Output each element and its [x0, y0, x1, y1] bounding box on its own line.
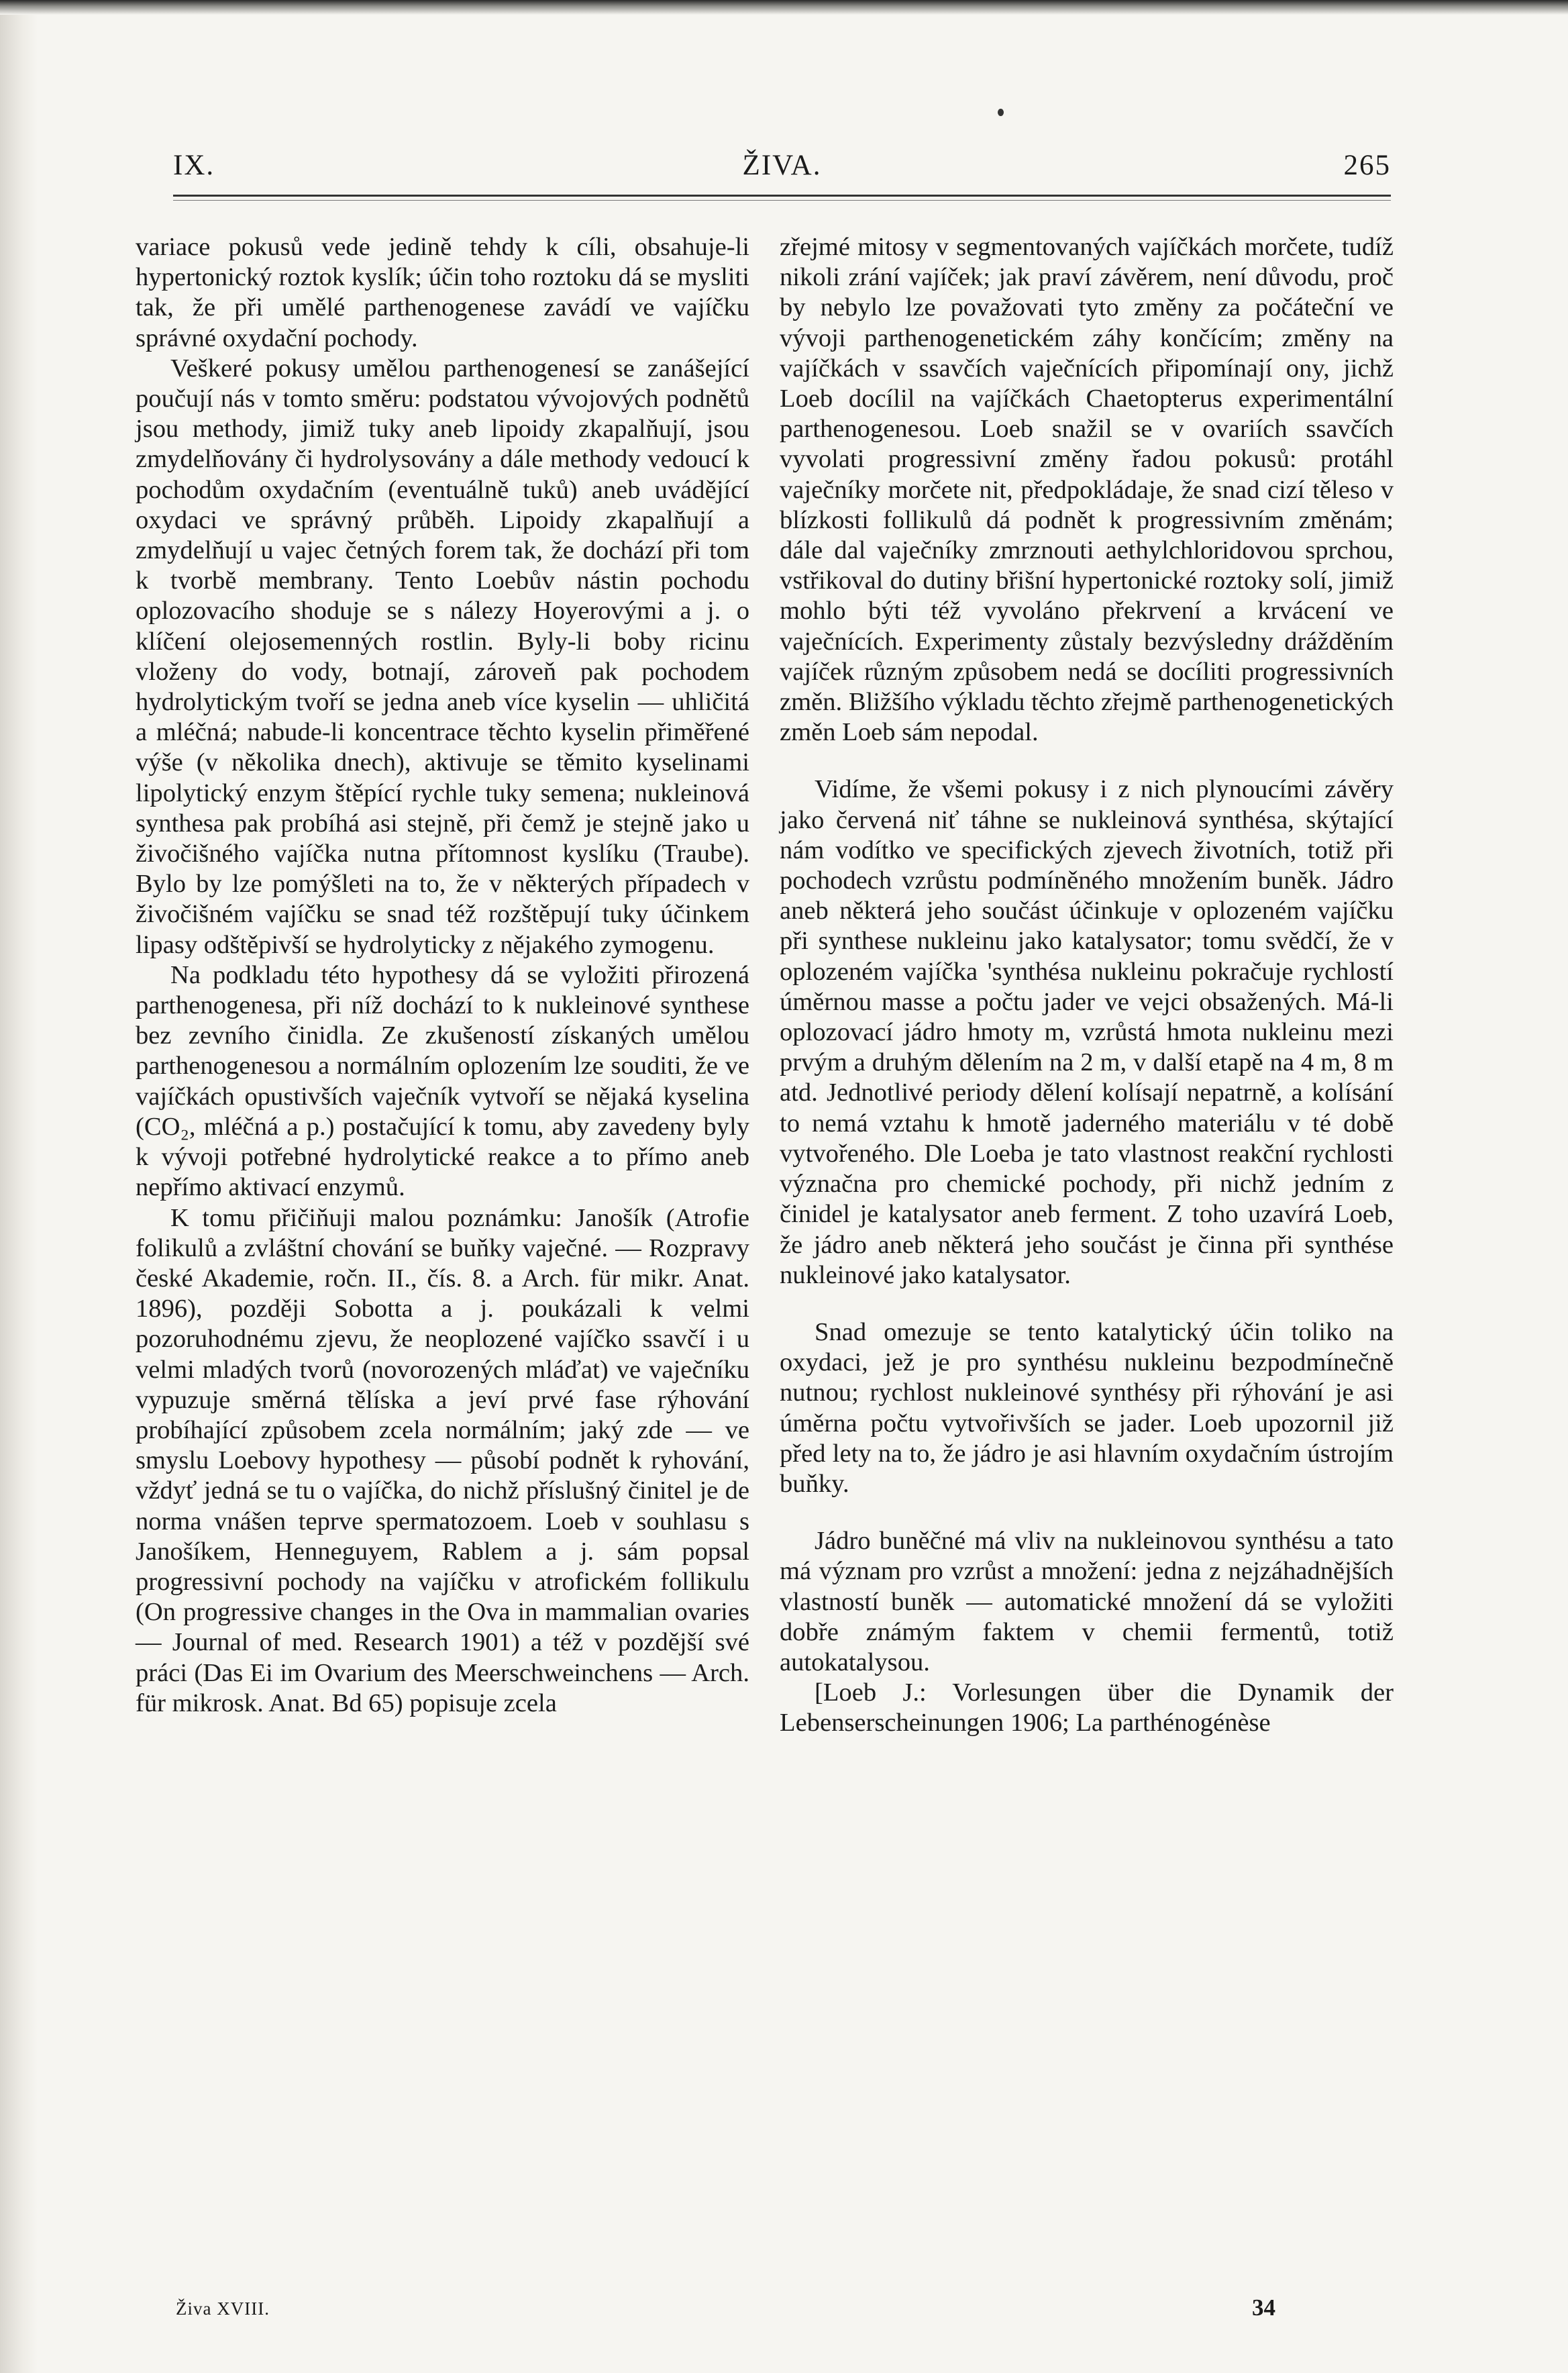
right-column	[780, 232, 1394, 1739]
ink-speck	[998, 109, 1004, 116]
left-paragraph-4: K tomu přičiňuji malou poznámku: Janošík (Atrofie folikulů a zvláštní chování se buňky vaječné. — Rozpravy české Akademie, ročn. II., čís. 8. a Arch. für mikr. Anat. 1896), později Sobotta a j. poukázali k velmi pozoruhodnému zjevu, že neoplozené vajíčko ssavčí i u velmi mladých tvorů (novorozených mláďat) ve vaječníku vypuzuje směrná tělíska a jeví prvé fase rýhování probíhající způsobem zcela normálním; jaký zde — ve smyslu Loebovy hypothesy — působí podnět k ryhování, vždyť jedná se tu o vajíčka, do nichž příslušný činitel je de norma vnášen teprve spermatozoem. Loeb v souhlasu s Janošíkem, Henneguyem, Rablem a j. sám popsal progressivní pochody na vajíčku v atrofickém follikulu (On progressive changes in the Ova in mammalian ovaries — Journal of med. Research 1901) a též v pozdější své práci (Das Ei im Ovarium des Meerschweinchens — Arch. für mikrosk. Anat. Bd 65) popisuje zcela	[136, 1203, 749, 1717]
header-rule-thin	[173, 200, 1391, 201]
footer-signature: Živa XVIII.	[176, 2299, 270, 2319]
page-number: 265	[1343, 150, 1391, 181]
right-paragraph-2: Vidíme, že všemi pokusy i z nich plynoucími závěry jako červená niť táhne se nukleinová synthésa, skýtající nám vodítko ve specifických zjevech životních, totiž při pochodech vzrůstu podmíněného množením buněk. Jádro aneb některá jeho součást účinkuje v oplozeném vajíčku při synthese nukleinu jako katalysator; tomu svědčí, že v oplozeném vajíčka 'synthésa nukleinu pokračuje rychlostí úměrnou masse a počtu jader ve vejci obsažených. Má-li oplozovací jádro hmoty m, vzrůstá hmota nukleinu mezi prvým a druhým dělením na 2 m, v další etapě na 4 m, 8 m atd. Jednotlivé periody dělení kolísají nepatrně, a kolísání to nemá vztahu k hmotě jaderného materiálu v té době vytvořeného. Dle Loeba je tato vlastnost reakční rychlosti význačna pro chemické pochody, při nichž jedním z činidel je katalysator aneb ferment. Z toho uzavírá Loeb, že jádro aneb některá jeho součást je činna při synthése nukleinové jako katalysator.	[780, 775, 1394, 1289]
header-rule	[173, 195, 1391, 197]
left-paragraph-2: Veškeré pokusy umělou parthenogenesí se zanášející poučují nás v tomto směru: podstatou vývojových podnětů jsou methody, jimiž tuky aneb lipoidy zkapalňují, jsou zmydelňovány či hydrolysovány a dále methody vedoucí k pochodům oxydačním (eventuálně tuků) aneb uvádějící oxydaci ve správný průběh. Lipoidy zkapalňují a zmydelňují u vajec četných forem tak, že dochází při tom k tvorbě membrany. Tento Loebův nástin pochodu oplozovacího shoduje se s nálezy Hoyerovými a j. o klíčení olejosemenných rostlin. Byly-li boby ricinu vloženy do vody, botnají, zároveň pak pochodem hydrolytickým tvoří se jedna aneb více kyselin — uhličitá a mléčná; nabude-li koncentrace těchto kyselin přiměřené výše (v několika dnech), aktivuje se těmito kyselinami lipolytický enzym štěpící rychle tuky semena; nukleinová synthesa pak probíhá asi stejně, při čemž je stejně jako u živočišného vajíčka nutna přítomnost kyslíku (Traube). Bylo by lze pomýšleti na to, že v některých případech v živočišném vajíčku se snad též rozštěpují tuky účinkem lipasy odštěpivší se hydrolyticky z nějakého zymogenu.	[136, 354, 749, 959]
right-paragraph-1: zřejmé mitosy v segmentovaných vajíčkách morčete, tudíž nikoli zrání vajíček; jak praví závěrem, není důvodu, proč by nebylo lze považovati tyto změny za počáteční ve vývoji parthenogenetickém záhy končícím; změny na vajíčkách v ssavčích vaječnících připomínají ony, jichž Loeb docílil na vajíčkách Chaetopterus experimentální parthenogenesou. Loeb snažil se v ovariích ssavčích vyvolati progressivní změny řadou pokusů: protáhl vaječníky morčete nit, předpokládaje, že snad cizí těleso v blízkosti follikulů dá podnět k progressivním změnám; dále dal vaječníky zmrznouti aethylchloridovou sprchou, vstřikoval do dutiny břišní hypertonické roztoky solí, jimiž mohlo býti též vyvoláno překrvení a krvácení ve vaječnících. Experimenty zůstaly bezvýsledny drážděním vajíček různým způsobem nedá se docíliti progressivních změn. Bližšího výkladu těchto zřejmě parthenogenetických změn Loeb sám nepodal.	[780, 233, 1394, 747]
journal-title: ŽIVA.	[742, 150, 822, 181]
page-edge-shadow	[0, 0, 38, 2373]
left-paragraph-1: variace pokusů vede jedině tehdy k cíli, obsahuje-li hypertonický roztok kyslík; účin toho roztoku dá se mysliti tak, že při umělé parthenogenese zavádí ve vajíčku správné oxydační pochody.	[136, 233, 749, 352]
sheet-number: 34	[1252, 2294, 1275, 2321]
left-column	[136, 232, 749, 1719]
left-paragraph-3: Na podkladu této hypothesy dá se vyložiti přirozená parthenogenesa, při níž dochází to k nukleinové synthese bez zevního činidla. Ze zkušeností získaných umělou parthenogenesou a normálním oplozením lze souditi, že ve vajíčkách opustivších vaječník vytvoří se nějaká kyselina (CO₂, mléčná a p.) postačující k tomu, aby zavedeny byly k vývoji potřebné hydrolytické reakce a to přímo aneb nepřímo aktivací enzymů.	[136, 960, 749, 1202]
reference-note: [Loeb J.: Vorlesungen über die Dynamik der Lebenserscheinungen 1906; La parthénogénèse	[780, 1678, 1394, 1737]
scan-top-edge	[0, 0, 1568, 15]
running-header	[173, 149, 1391, 189]
right-paragraph-3: Snad omezuje se tento katalytický účin toliko na oxydaci, jež je pro synthésu nukleinu bezpodmínečně nutnou; rychlost nukleinové synthésy při rýhování je asi úměrna počtu vytvořivších se jader. Loeb upozornil již před lety na to, že jádro je asi hlavním oxydačním ústrojím buňky.	[780, 1317, 1394, 1498]
volume-number: IX.	[173, 150, 215, 181]
right-paragraph-4: Jádro buněčné má vliv na nukleinovou synthésu a tato má význam pro vzrůst a množení: jedna z nejzáhadnějších vlastností buněk — automatické množení dá se vyložiti dobře známým faktem v chemii fermentů, totiž autokatalysou.	[780, 1527, 1394, 1676]
